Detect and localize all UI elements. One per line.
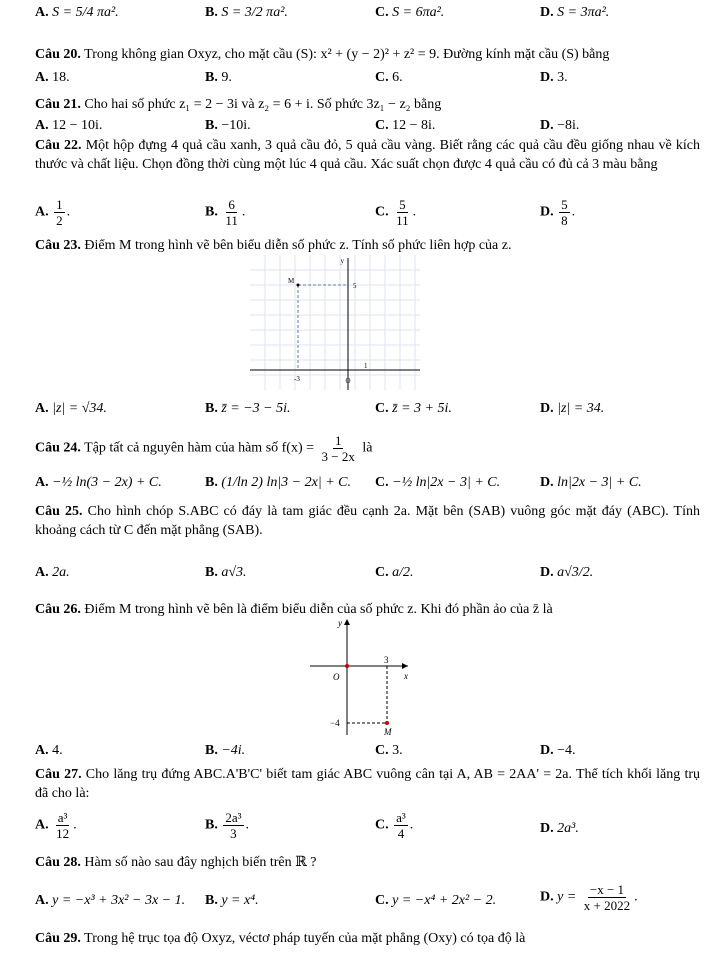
option-text: 3. (392, 743, 403, 758)
option-label: B. (205, 475, 218, 490)
option-label: A. (35, 204, 49, 220)
question-text: Tập tất cả nguyên hàm của hàm số f(x) = (84, 440, 315, 456)
question-number: Câu 27. (35, 767, 82, 782)
question-number: Câu 22. (35, 138, 82, 153)
q25-option-d (540, 564, 593, 582)
fraction-num: a³ (396, 810, 406, 825)
q24-option-b (205, 474, 351, 492)
q25-option-b (205, 564, 247, 582)
option-text: 12 − 8i. (392, 118, 436, 133)
option-text: (1/ln 2) ln|3 − 2x| + C. (221, 475, 351, 490)
option-text: y = −x³ + 3x² − 3x − 1. (52, 893, 186, 908)
option-label: D. (540, 889, 554, 905)
option-label: A. (35, 475, 49, 490)
option-text: −4. (557, 743, 576, 758)
option-label: D. (540, 5, 554, 20)
question-number: Câu 25. (35, 504, 83, 519)
option-label: B. (205, 70, 218, 85)
q22-option-d: D. $\frac{5}{8}$ . (540, 197, 576, 228)
fraction-den: 4 (397, 826, 405, 841)
q22-option-c: C. $\frac{5}{11}$ . (375, 197, 417, 228)
q26-option-c (375, 742, 403, 760)
question-number: Câu 29. (35, 931, 81, 946)
q25-option-a (35, 564, 70, 582)
q20-option-c (375, 69, 403, 87)
y-value-label: 5 (353, 282, 357, 290)
question-number: Câu 20. (35, 47, 81, 62)
y-value-label: −4 (330, 718, 340, 728)
option-text: y = x⁴. (221, 893, 259, 908)
x-value-label: 3 (384, 655, 389, 665)
option-text: −½ ln(3 − 2x) + C. (52, 475, 162, 490)
option-label: C. (375, 204, 389, 220)
question-21 (35, 95, 700, 114)
question-text: Cho hình chóp S.ABC có đáy là tam giác đều cạnh 2a. Mặt bên (SAB) vuông góc mặt đáy (ABC). Tính khoảng cách từ C đến mặt phẳng (SAB). (35, 504, 700, 538)
q28-option-c (375, 892, 496, 910)
point-m (297, 284, 300, 287)
q21-option-c (375, 117, 435, 135)
option-label: C. (375, 565, 389, 580)
fraction-num: 5 (561, 197, 568, 212)
question-29 (35, 929, 700, 948)
option-label: A. (35, 118, 49, 133)
q26-figure (310, 617, 410, 735)
y-axis-label: y (338, 618, 342, 628)
question-text: Cho hai số phức z₁ = 2 − 3i và z₂ = 6 + i. Số phức 3z₁ − z₂ bằng (84, 97, 442, 112)
option-label: B. (205, 743, 218, 758)
q22-option-a: A. $\frac{1}{2}$ . (35, 197, 71, 228)
option-text: a√3. (221, 565, 247, 580)
option-label: B. (205, 893, 218, 908)
question-text: Hàm số nào sau đây nghịch biến trên ℝ ? (84, 855, 317, 870)
option-text: z̄ = −3 − 5i. (221, 401, 291, 416)
q25-option-c (375, 564, 414, 582)
question-27 (35, 765, 700, 803)
question-20 (35, 45, 700, 64)
option-text: 2a³. (557, 821, 579, 836)
option-label: C. (375, 475, 389, 490)
option-fraction (54, 810, 71, 841)
option-text: −10i. (221, 118, 251, 133)
option-text: y = −x⁴ + 2x² − 2. (392, 893, 497, 908)
option-fraction (223, 810, 243, 841)
option-text: a√3/2. (557, 565, 594, 580)
option-label: A. (35, 5, 49, 20)
question-text: Điểm M trong hình vẽ bên là điểm biểu diễn của số phức z. Khi đó phần ảo của z̄ là (84, 602, 553, 617)
q27-option-d (540, 820, 579, 838)
question-24 (35, 433, 700, 464)
q23-option-b (205, 400, 291, 418)
option-text: 12 − 10i. (52, 118, 103, 133)
option-fraction (582, 882, 632, 913)
question-number: Câu 21. (35, 97, 81, 112)
option-label: C. (375, 118, 389, 133)
option-text: 4. (52, 743, 63, 758)
option-label: D. (540, 70, 554, 85)
fraction-num: 5 (399, 197, 406, 212)
question-text: Trong không gian Oxyz, cho mặt cầu (S): x² + (y − 2)² + z² = 9. Đường kính mặt cầu (S) bằng (84, 47, 610, 62)
option-label: A. (35, 565, 49, 580)
top-option-a (35, 4, 119, 22)
origin-label: O (345, 377, 351, 385)
q23-option-d (540, 400, 604, 418)
option-label: C. (375, 5, 389, 20)
x-axis-arrow (402, 663, 408, 669)
origin-dot (345, 664, 349, 668)
question-25 (35, 502, 700, 540)
option-fraction (559, 197, 570, 228)
question-28 (35, 853, 700, 872)
top-option-d (540, 4, 609, 22)
point-label: M (288, 277, 295, 285)
q21-option-a (35, 117, 102, 135)
q27-option-a: A. $\frac{\text{a³}}{12}$ . (35, 810, 77, 841)
question-text-end: là (362, 440, 373, 456)
fraction-num: 1 (56, 197, 63, 212)
fraction-num: 2a³ (225, 810, 242, 825)
x-axis-label: x (404, 671, 408, 681)
point-m (385, 721, 389, 725)
fraction-num: 6 (228, 197, 235, 212)
option-fraction (394, 197, 411, 228)
question-number: Câu 26. (35, 602, 81, 617)
option-text: 3. (557, 70, 568, 85)
q26-option-b (205, 742, 245, 760)
q20-option-d (540, 69, 568, 87)
option-text: 6. (392, 70, 403, 85)
question-text: Một hộp đựng 4 quả cầu xanh, 3 quả cầu đỏ, 5 quả cầu vàng. Biết rằng các quả cầu đều giống nhau về kích thước và chất liệu. Chọn đồng thời cùng một lúc 4 quả cầu. Xác suất chọn được 4 quả cầu có đủ cả 3 màu bằng (35, 138, 701, 172)
option-text: 2a. (52, 565, 70, 580)
fraction-den: 11 (225, 213, 238, 228)
q24-option-c (375, 474, 500, 492)
y-axis-label: y (340, 257, 344, 265)
q22-option-b: B. $\frac{6}{11}$ . (205, 197, 246, 228)
option-label: B. (205, 401, 218, 416)
fraction-den: 3 − 2x (321, 449, 355, 464)
option-text: 9. (221, 70, 232, 85)
option-text: S = 3πa². (557, 5, 610, 20)
option-label: D. (540, 401, 554, 416)
option-label: A. (35, 70, 49, 85)
question-number: Câu 23. (35, 238, 81, 253)
q26-option-a (35, 742, 63, 760)
question-number: Câu 28. (35, 855, 81, 870)
question-fraction (320, 433, 357, 464)
option-label: A. (35, 817, 49, 833)
option-text: |z| = √34. (52, 401, 107, 416)
option-text: −½ ln|2x − 3| + C. (392, 475, 501, 490)
origin-label: O (333, 672, 340, 682)
q21-option-b (205, 117, 251, 135)
top-option-c (375, 4, 444, 22)
option-text: |z| = 34. (557, 401, 605, 416)
fraction-num: a³ (57, 810, 68, 825)
q20-option-b (205, 69, 232, 87)
question-text: Điểm M trong hình vẽ bên biểu diễn số phức z. Tính số phức liên hợp của z. (84, 238, 512, 253)
q24-option-d (540, 474, 642, 492)
q23-option-a (35, 400, 107, 418)
option-label: A. (35, 743, 49, 758)
fraction-den: 11 (396, 213, 409, 228)
fraction-num: 1 (334, 433, 342, 448)
q23-option-c (375, 400, 452, 418)
q28-option-b (205, 892, 259, 910)
fraction-den: 12 (56, 826, 70, 841)
option-label: D. (540, 118, 554, 133)
y-axis-arrow (344, 619, 350, 625)
question-text: Trong hệ trục tọa độ Oxyz, véctơ pháp tuyến của mặt phẳng (Oxy) có tọa độ là (84, 931, 526, 946)
fraction-den: 3 (230, 826, 237, 841)
point-label: M (384, 727, 392, 735)
top-option-b (205, 4, 288, 22)
q20-option-a (35, 69, 70, 87)
x-value-label: -3 (294, 375, 300, 383)
q28-option-a (35, 892, 185, 910)
x-tick-label: 1 (364, 362, 368, 370)
q28-option-d: D. y = $\frac{-x - 1}{x + 2022}$ . (540, 882, 638, 913)
q24-option-a (35, 474, 162, 492)
option-text: S = 3/2 πa². (221, 5, 288, 20)
q23-figure (250, 255, 420, 390)
fraction-num: −x − 1 (589, 882, 625, 897)
option-label: D. (540, 821, 554, 836)
option-text: −8i. (557, 118, 580, 133)
option-label: B. (205, 817, 218, 833)
option-label: C. (375, 817, 389, 833)
option-label: B. (205, 5, 218, 20)
option-text: S = 6πa². (392, 5, 445, 20)
question-22 (35, 136, 700, 174)
option-label: A. (35, 401, 49, 416)
option-label: B. (205, 118, 218, 133)
option-fraction (394, 810, 408, 841)
option-fraction (54, 197, 65, 228)
q27-option-c: C. $\frac{\text{a³}}{4}$ . (375, 810, 414, 841)
option-label: D. (540, 743, 554, 758)
question-number: Câu 24. (35, 440, 81, 456)
option-label: A. (35, 893, 49, 908)
option-text: S = 5/4 πa². (52, 5, 119, 20)
option-label: C. (375, 893, 389, 908)
option-label: B. (205, 204, 218, 220)
option-text: a/2. (392, 565, 414, 580)
q21-option-d (540, 117, 579, 135)
fraction-den: 8 (561, 213, 568, 228)
question-23 (35, 236, 700, 255)
q27-option-b: B. $\frac{\text{2a³}}{3}$ . (205, 810, 250, 841)
option-text: z̄ = 3 + 5i. (392, 401, 452, 416)
fraction-den: x + 2022 (583, 898, 631, 913)
option-text: −4i. (221, 743, 246, 758)
question-text: Cho lăng trụ đứng ABC.A'B'C' biết tam giác ABC vuông cân tại A, AB = 2AA' = 2a. Thể tích khối lăng trụ đã cho là: (35, 767, 701, 801)
option-label: C. (375, 70, 389, 85)
option-label: C. (375, 401, 389, 416)
option-label: B. (205, 565, 218, 580)
option-text: 18. (52, 70, 70, 85)
fraction-den: 2 (56, 213, 63, 228)
option-text: y = (557, 889, 577, 905)
option-fraction (223, 197, 240, 228)
option-label: D. (540, 204, 554, 220)
option-label: C. (375, 743, 389, 758)
option-text: ln|2x − 3| + C. (557, 475, 642, 490)
option-label: D. (540, 475, 554, 490)
q26-option-d (540, 742, 576, 760)
option-label: D. (540, 565, 554, 580)
